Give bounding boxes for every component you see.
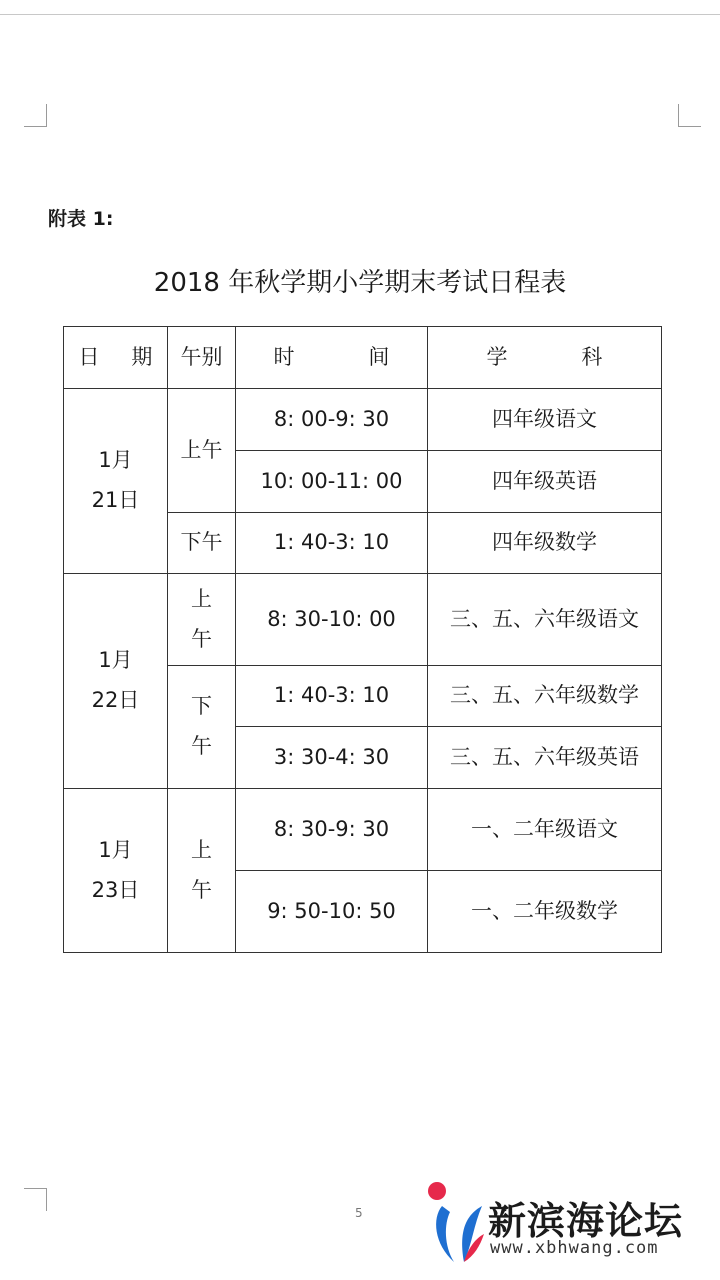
time-cell: 1: 40-3: 10 xyxy=(236,513,428,574)
subject-cell: 三、五、六年级英语 xyxy=(428,727,662,789)
subject-cell: 三、五、六年级语文 xyxy=(428,574,662,666)
table-row xyxy=(64,574,662,666)
subject-cell: 一、二年级语文 xyxy=(428,789,662,871)
logo-dot-icon xyxy=(428,1182,446,1200)
subject-cell: 四年级语文 xyxy=(428,389,662,451)
period-cell: 上午 xyxy=(168,574,236,666)
table-row xyxy=(64,789,662,871)
header-date: 日 期 xyxy=(64,327,168,389)
appendix-label: 附表 1: xyxy=(48,208,114,230)
subject-cell: 一、二年级数学 xyxy=(428,871,662,953)
table-header-row xyxy=(64,327,662,389)
time-cell: 10: 00-11: 00 xyxy=(236,451,428,513)
header-period: 午别 xyxy=(168,327,236,389)
exam-schedule-table xyxy=(63,326,662,953)
page-number: 5 xyxy=(355,1206,363,1220)
corner-mark-top-left xyxy=(24,104,47,127)
top-rule xyxy=(0,14,720,15)
subject-cell: 四年级数学 xyxy=(428,513,662,574)
date-cell: 1月 22日 xyxy=(64,574,168,789)
corner-mark-top-right xyxy=(678,104,701,127)
date-cell: 1月 21日 xyxy=(64,389,168,574)
time-cell: 8: 30-10: 00 xyxy=(236,574,428,666)
logo-mark-icon xyxy=(424,1188,484,1268)
period-cell: 下午 xyxy=(168,666,236,789)
table-row xyxy=(64,389,662,451)
period-cell: 上午 xyxy=(168,389,236,513)
time-cell: 1: 40-3: 10 xyxy=(236,666,428,727)
time-cell: 3: 30-4: 30 xyxy=(236,727,428,789)
date-cell: 1月 23日 xyxy=(64,789,168,953)
corner-mark-bottom-left xyxy=(24,1188,47,1211)
page-title: 2018 年秋学期小学期末考试日程表 xyxy=(153,268,567,298)
time-cell: 8: 30-9: 30 xyxy=(236,789,428,871)
watermark-url: www.xbhwang.com xyxy=(490,1238,659,1258)
header-subject: 学 科 xyxy=(428,327,662,389)
header-time: 时 间 xyxy=(236,327,428,389)
period-cell: 上午 xyxy=(168,789,236,953)
time-cell: 8: 00-9: 30 xyxy=(236,389,428,451)
subject-cell: 三、五、六年级数学 xyxy=(428,666,662,727)
watermark-logo xyxy=(424,1180,714,1270)
time-cell: 9: 50-10: 50 xyxy=(236,871,428,953)
subject-cell: 四年级英语 xyxy=(428,451,662,513)
watermark-name: 新滨海论坛 xyxy=(488,1199,684,1243)
period-cell: 下午 xyxy=(168,513,236,574)
